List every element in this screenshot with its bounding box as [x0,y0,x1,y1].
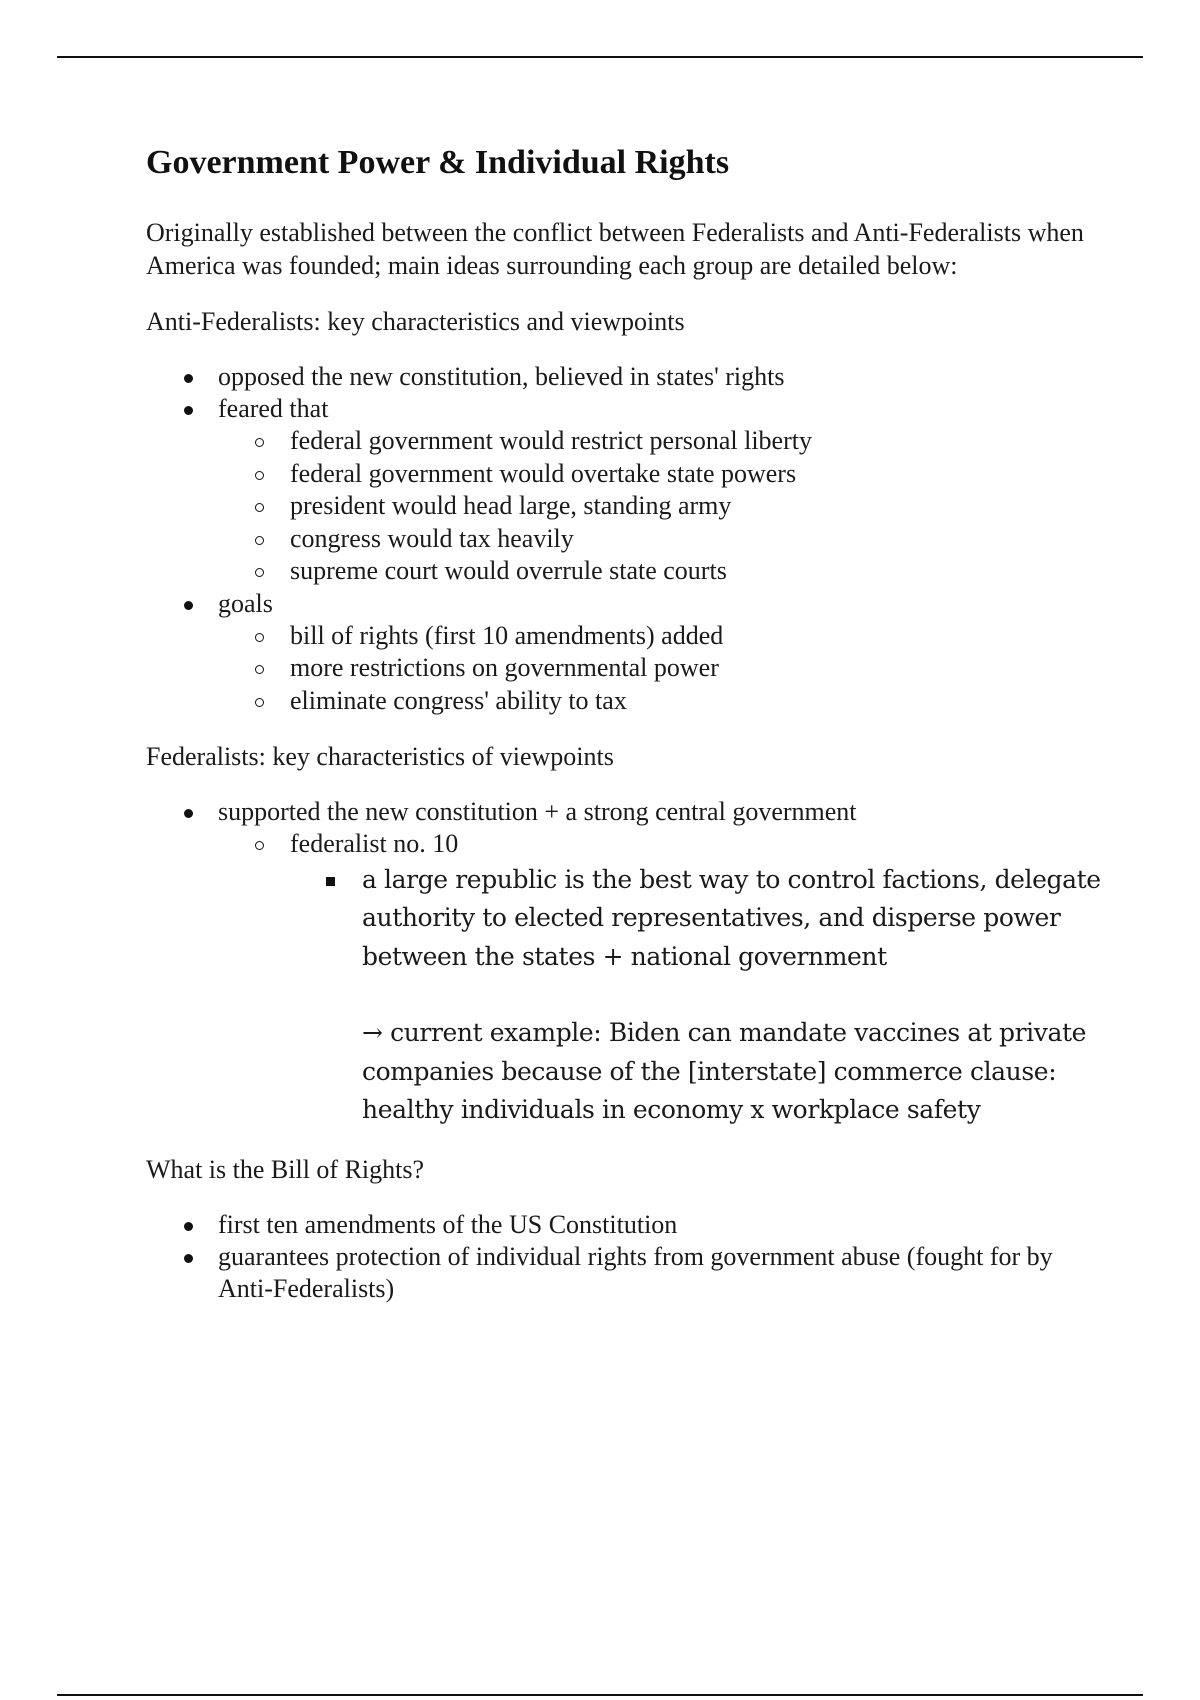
list-item: opposed the new constitution, believed in states' rights [146,361,1106,393]
detail-list-item [290,861,1106,1130]
sub-list-item: federalist no. 10 a large republic is the best way to control factions, delegate authority to elected representatives, and disperse power between the states + national government → current example: Biden can mandate vaccines at private companies because of the [interstate] commerce clause: healthy individuals in economy x workplace safety [218,828,1106,1130]
bill-of-rights-heading: What is the Bill of Rights? [146,1154,425,1184]
bill-of-rights-list [146,1209,1106,1305]
sub-list-item: president would head large, standing army [218,490,1106,523]
current-example: → current example: Biden can mandate vaccines at private companies because of the [interstate] commerce clause: healthy individuals in economy x workplace safety [362,1018,1087,1124]
list-item: goals bill of rights (first 10 amendments) added more restrictions on governmental power eliminate congress' ability to tax [146,588,1106,718]
page-title: Government Power & Individual Rights [146,144,730,181]
sub-list-item: eliminate congress' ability to tax [218,685,1106,718]
federalist-10-detail-list [290,861,1106,1130]
list-item: guarantees protection of individual rights from government abuse (fought for by Anti-Federalists) [146,1241,1106,1305]
bottom-rule [57,1694,1143,1696]
federalists-heading: Federalists: key characteristics of viewpoints [146,742,614,771]
federalists-list [146,796,1106,1130]
sub-list-item: federal government would overtake state powers [218,458,1106,491]
sub-list-item: congress would tax heavily [218,523,1106,556]
document-body [146,140,1106,1305]
goals-sublist [218,620,1106,718]
federalists-sublist [218,828,1106,1130]
fears-sublist [218,425,1106,588]
anti-federalists-heading: Anti-Federalists: key characteristics and viewpoints [146,307,685,336]
sub-list-item: federal government would restrict personal liberty [218,425,1106,458]
sub-list-item: bill of rights (first 10 amendments) added [218,620,1106,653]
list-item: first ten amendments of the US Constitution [146,1209,1106,1241]
sub-list-item: supreme court would overrule state courts [218,555,1106,588]
top-rule [57,56,1143,58]
intro-paragraph: Originally established between the conflict between Federalists and Anti-Federalists when America was founded; main ideas surrounding each group are detailed below: [146,218,1084,280]
federalist-10-summary: a large republic is the best way to control factions, delegate authority to elected representatives, and disperse power between the states + national government [362,864,1101,971]
list-item: supported the new constitution + a strong central government federalist no. 10 a large republic is the best way to control factions, delegate authority to elected representatives, and disperse power between the states + national government → current example: Biden can mandate vaccines at private companies because of the [interstate] commerce clause: healthy individuals in economy x workplace safety [146,796,1106,1130]
sub-list-item: more restrictions on governmental power [218,652,1106,685]
list-item: feared that federal government would restrict personal liberty federal government would overtake state powers president would head large, standing army congress would tax heavily supreme court would overrule state courts [146,393,1106,588]
anti-federalists-list [146,361,1106,717]
